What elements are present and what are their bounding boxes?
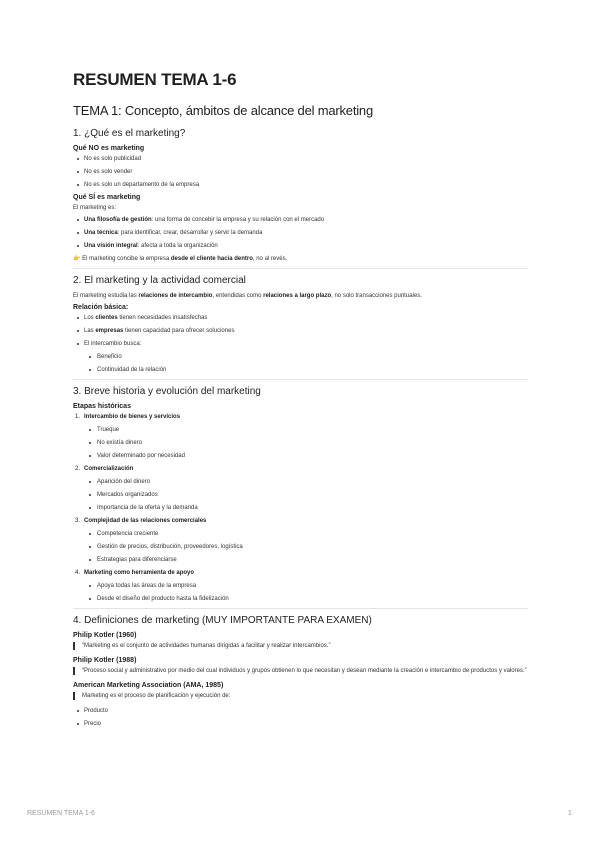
ama-list (73, 707, 528, 728)
kotler-1988-quote: “Proceso social y administrativo por medio del cual individuos y grupos obtienen lo que necesitan y desean mediante la creación e intercambio de productos y valores.” (73, 667, 528, 675)
list-item: Producto (73, 707, 528, 715)
ama-heading: American Marketing Association (AMA, 1985) (73, 682, 224, 689)
que-no-heading: Qué NO es marketing (73, 145, 145, 152)
section-3-title: 3. Breve historia y evolución del marketing (73, 379, 528, 397)
page-number: 1 (568, 810, 572, 817)
list-item: El intercambio busca: (73, 340, 528, 348)
list-item: Los clientes tienen necesidades insatisfechas (73, 314, 528, 322)
stage-title: 3. Complejidad de las relaciones comerciales (75, 518, 207, 524)
pointing-hand-icon: 👉 (73, 256, 81, 262)
kotler-1960-heading: Philip Kotler (1960) (73, 632, 137, 639)
kotler-1988-heading: Philip Kotler (1988) (73, 657, 137, 664)
relacion-basica-heading: Relación básica: (73, 304, 129, 311)
sub-list-item: Continuidad de la relación (73, 366, 528, 374)
footer-title: RESUMEN TEMA 1-6 (27, 810, 95, 817)
list-item: Una filosofía de gestión: una forma de concebir la empresa y su relación con el mercado (73, 216, 528, 224)
list-item: No es solo un departamento de la empresa (73, 181, 528, 189)
document-page (73, 70, 528, 733)
sub-list-item: Apoya todas las áreas de la empresa (73, 582, 528, 590)
sub-list-item: Trueque (73, 426, 528, 434)
stage-title: 4. Marketing como herramienta de apoyo (75, 570, 195, 576)
sub-list-item: Valor determinado por necesidad (73, 452, 528, 460)
section-2-title: 2. El marketing y la actividad comercial (73, 268, 528, 286)
etapas-heading: Etapas históricas (73, 403, 131, 410)
list-item: Una técnica: para identificar, crear, desarrollar y servir la demanda (73, 229, 528, 237)
sub-list-item: Gestión de precios, distribución, proveedores, logística (73, 543, 528, 551)
section-1-title: 1. ¿Qué es el marketing? (73, 128, 186, 139)
section-2-paragraph: El marketing estudia las relaciones de intercambio, entendidas como relaciones a largo plazo, no solo transacciones puntuales. (73, 293, 422, 299)
stage-title: 1. Intercambio de bienes y servicios (75, 414, 181, 420)
que-no-list (73, 155, 528, 189)
sub-list-item: Mercados organizados (73, 491, 528, 499)
sub-list-item: Importancia de la oferta y la demanda (73, 504, 528, 512)
list-item: Las empresas tienen capacidad para ofrecer soluciones (73, 327, 528, 335)
sub-list-item: Beneficio (73, 353, 528, 361)
ama-quote: Marketing es el proceso de planificación y ejecución de: (73, 692, 528, 700)
list-item: Una visión integral: afecta a toda la organización (73, 242, 528, 250)
tema1-title: TEMA 1: Concepto, ámbitos de alcance del marketing (73, 103, 373, 118)
que-si-intro: El marketing es: (73, 205, 117, 211)
sub-list-item: Desde el diseño del producto hasta la fidelización (73, 595, 528, 603)
kotler-1960-quote: “Marketing es el conjunto de actividades humanas dirigidas a facilitar y realizar intercambios.” (73, 642, 528, 650)
sub-list-item: Estrategias para diferenciarse (73, 556, 528, 564)
pointing-note: 👉 El marketing concibe la empresa desde el cliente hacia dentro, no al revés. (73, 256, 288, 262)
que-si-heading: Qué SÍ es marketing (73, 194, 141, 201)
que-si-list (73, 216, 528, 250)
relacion-list (73, 314, 528, 374)
list-item: No es solo publicidad (73, 155, 528, 163)
stage-title: 2. Comercialización (75, 466, 134, 472)
etapas-list (73, 413, 528, 603)
sub-list-item: No existía dinero (73, 439, 528, 447)
section-4-title: 4. Definiciones de marketing (MUY IMPORTANTE PARA EXAMEN) (73, 608, 528, 626)
list-item: No es solo vender (73, 168, 528, 176)
sub-list-item: Aparición del dinero (73, 478, 528, 486)
list-item: Precio (73, 720, 528, 728)
sub-list-item: Competencia creciente (73, 530, 528, 538)
document-title: RESUMEN TEMA 1-6 (73, 70, 237, 89)
